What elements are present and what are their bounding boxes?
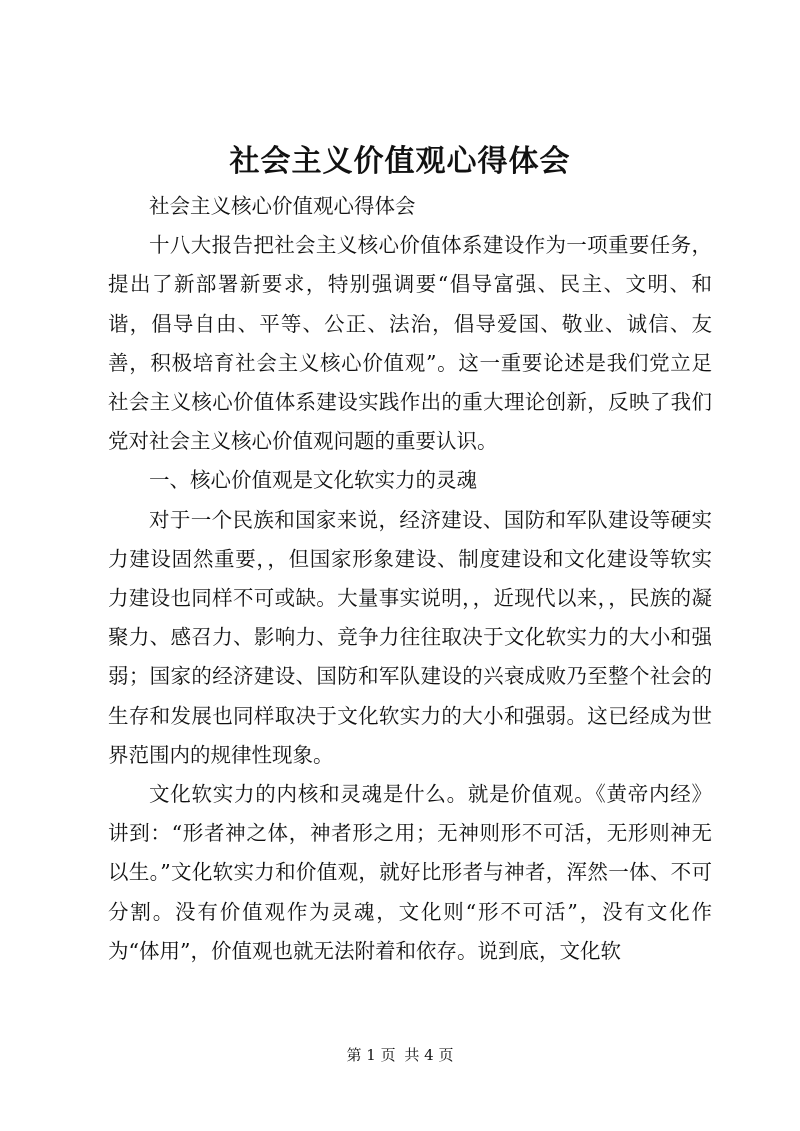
document-title: 社会主义价值观心得体会 bbox=[229, 144, 571, 179]
page-total: 共 4 页 bbox=[404, 1046, 454, 1064]
body-paragraph: 十八大报告把社会主义核心价值体系建设作为一项重要任务，提出了新部署新要求，特别强调要“倡导富强、民主、文明、和谐，倡导自由、平等、公正、法治，倡导爱国、敬业、诚信、友善，积极培育社会主义核心价值观”。这一重要论述是我们党立足社会主义核心价值体系建设实践作出的重大理论创新，反映了我们党对社会主义核心价值观问题的重要认识。 bbox=[108, 233, 712, 454]
subtitle-paragraph: 社会主义核心价值观心得体会 bbox=[149, 194, 416, 218]
document-body bbox=[108, 187, 712, 971]
section-heading: 一、核心价值观是文化软实力的灵魂 bbox=[149, 468, 477, 493]
page-number: 第 1 页 bbox=[346, 1046, 396, 1064]
body-paragraph: 文化软实力的内核和灵魂是什么。就是价值观。《黄帝内经》讲到：“形者神之体，神者形之用；无神则形不可活，无形则神无以生。”文化软实力和价值观，就好比形者与神者，浑然一体、不可分割。没有价值观作为灵魂，文化则“形不可活”，没有文化作为“体用”，价值观也就无法附着和依存。说到底，文化软 bbox=[108, 782, 712, 963]
body-paragraph: 对于一个民族和国家来说，经济建设、国防和军队建设等硬实力建设固然重要，，但国家形象建设、制度建设和文化建设等软实力建设也同样不可或缺。大量事实说明，，近现代以来，，民族的凝聚力、感召力、影响力、竞争力往往取决于文化软实力的大小和强弱；国家的经济建设、国防和军队建设的兴衰成败乃至整个社会的生存和发展也同样取决于文化软实力的大小和强弱。这已经成为世界范围内的规律性现象。 bbox=[108, 507, 712, 767]
page-footer bbox=[0, 1045, 800, 1065]
